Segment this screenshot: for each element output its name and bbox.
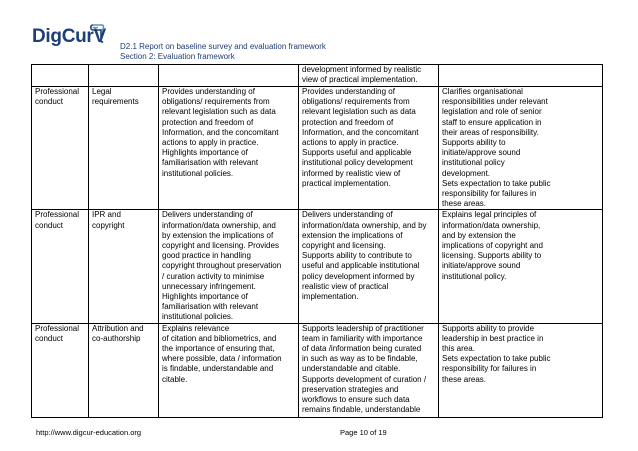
report-header [120, 42, 326, 61]
table-cell: Delivers understanding of information/data ownership, and by extension the implications of copyright and licensing. Provides good practice in handling copyright throughout preservation / curation activity to minimise unnecessary infringement. Highlights importance of familiarisation with relevant institutional policies. [159, 210, 299, 323]
table-cell: Attribution and co-authorship [89, 323, 159, 417]
table-cell [159, 65, 299, 87]
table-row [32, 323, 603, 417]
table-cell: Legal requirements [89, 87, 159, 210]
table-cell: Explains relevance of citation and bibliometrics, and the importance of ensuring that, where possible, data / information is findable, understandable and citable. [159, 323, 299, 417]
table-cell: development informed by realistic view of practical implementation. [299, 65, 439, 87]
table-cell: Provides understanding of obligations/ requirements from relevant legislation such as data protection and freedom of Information, and the concomitant actions to apply in practice. Highlights importance of familiarisation with relevant institutional policies. [159, 87, 299, 210]
table-cell [89, 65, 159, 87]
table-cell: Clarifies organisational responsibilities under relevant legislation and role of senior staff to ensure application in their areas of responsibility. Supports ability to initiate/approve sound institutional policy development. Sets expectation to take public responsibility for failures in these areas. [439, 87, 603, 210]
table-cell: Explains legal principles of information/data ownership, and by extension the implications of copyright and licensing. Supports ability to initiate/approve sound institutional policy. [439, 210, 603, 323]
page-number: Page 10 of 19 [340, 428, 387, 437]
table-cell: Professional conduct [32, 87, 89, 210]
table-cell: Supports ability to provide leadership in best practice in this area. Sets expectation to take public responsibility for failures in these areas. [439, 323, 603, 417]
table-cell [32, 65, 89, 87]
report-title: D2.1 Report on baseline survey and evaluation framework [120, 42, 326, 51]
table-cell: IPR and copyright [89, 210, 159, 323]
table-cell: Professional conduct [32, 323, 89, 417]
table-cell: Delivers understanding of information/data ownership, and by extension the implications of copyright and licensing. Supports ability to contribute to useful and applicable institutional policy development informed by realistic view of practical implementation. [299, 210, 439, 323]
rolled-scroll-icon [89, 23, 105, 43]
digcurv-logo [32, 26, 106, 52]
table-cell [439, 65, 603, 87]
table-row [32, 87, 603, 210]
table-cell: Professional conduct [32, 210, 89, 323]
logo-text: DigCurV [32, 26, 106, 47]
footer-url: http://www.digcur-education.org [36, 428, 142, 437]
table-row [32, 65, 603, 87]
evaluation-framework-table [31, 64, 603, 418]
table-cell: Provides understanding of obligations/ requirements from relevant legislation such as data protection and freedom of Information, and the concomitant actions to apply in practice. Supports useful and applicable institutional policy development informed by realistic view of practical implementation. [299, 87, 439, 210]
report-section: Section 2: Evaluation framework [120, 51, 235, 61]
table-row [32, 210, 603, 323]
table-cell: Supports leadership of practitioner team in familiarity with importance of data /information being curated in such as way as to be findable, understandable and citable. Supports development of curation / preservation strategies and workflows to ensure such data remains findable, understandable [299, 323, 439, 417]
